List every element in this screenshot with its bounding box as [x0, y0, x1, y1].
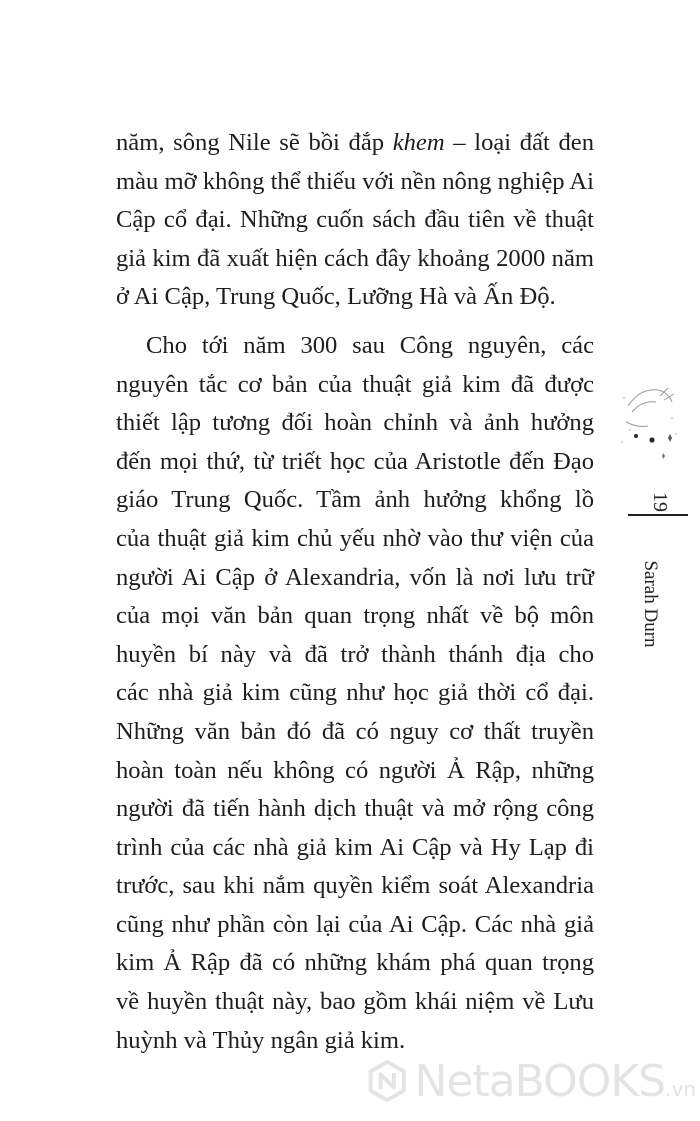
text-line: huyền bí này và đã trở thành thánh địa cho: [116, 640, 594, 668]
running-author: Sarah Durn: [640, 560, 661, 648]
text-line: trình của các nhà giả kim Ai Cập và Hy Lạp đi: [116, 833, 594, 861]
text-line: hoàn toàn nếu không có người Ả Rập, những: [116, 756, 594, 784]
text-line: Cho tới năm 300 sau Công nguyên, các: [146, 331, 594, 359]
watermark-brand: NetaBOOKS: [414, 1055, 666, 1107]
text-line: Những văn bản đó đã có nguy cơ thất truyền: [116, 717, 594, 745]
page-number: 19: [649, 492, 671, 512]
text-line: giả kim đã xuất hiện cách đây khoảng 2000 năm: [116, 244, 594, 272]
text-line: cũng như phần còn lại của Ai Cập. Các nhà giả: [116, 910, 594, 938]
text-line: huỳnh và Thủy ngân giả kim.: [116, 1026, 406, 1054]
watermark-text: [414, 1056, 696, 1107]
text-line: năm, sông Nile sẽ bồi đắp khem – loại đất đen: [116, 129, 595, 156]
text-line: đến mọi thứ, từ triết học của Aristotle đến Đạo: [116, 447, 594, 475]
text-line: về huyền thuật này, bao gồm khái niệm về Lưu: [116, 988, 594, 1016]
text-line: người Ai Cập ở Alexandria, vốn là nơi lưu trữ: [116, 563, 594, 591]
text-line: nguyên tắc cơ bản của thuật giả kim đã được: [116, 370, 594, 398]
text-line: của mọi văn bản quan trọng nhất về bộ môn: [116, 602, 594, 630]
text-line: của thuật giả kim chủ yếu nhờ vào thư viện của: [116, 524, 594, 552]
text-line: trước, sau khi nắm quyền kiểm soát Alexandria: [116, 872, 594, 900]
paragraph-gap: [116, 317, 594, 327]
watermark-tld: .vn: [665, 1076, 696, 1101]
text-line: màu mỡ không thể thiếu với nền nông nghiệp Ai: [116, 167, 594, 195]
body-text: [116, 124, 594, 1060]
moon-hand-ornament-icon: [618, 378, 682, 468]
text-line: người đã tiến hành dịch thuật và mở rộng công: [116, 795, 594, 823]
netabooks-logo-icon: [366, 1049, 408, 1113]
italic-term: khem: [392, 129, 445, 156]
text-line: các nhà giả kim cũng như học giả thời cổ đại.: [116, 679, 594, 707]
text-line: Cập cổ đại. Những cuốn sách đầu tiên về thuật: [116, 206, 594, 234]
text-line: giáo Trung Quốc. Tầm ảnh hưởng khổng lồ: [116, 486, 594, 514]
watermark: [366, 1046, 696, 1116]
text-line: kim Ả Rập đã có những khám phá quan trọng: [116, 949, 594, 977]
margin-divider: [628, 514, 688, 516]
text-line: thiết lập tương đối hoàn chỉnh và ảnh hưởng: [116, 409, 594, 437]
text-line: ở Ai Cập, Trung Quốc, Lưỡng Hà và Ấn Độ.: [116, 283, 556, 311]
